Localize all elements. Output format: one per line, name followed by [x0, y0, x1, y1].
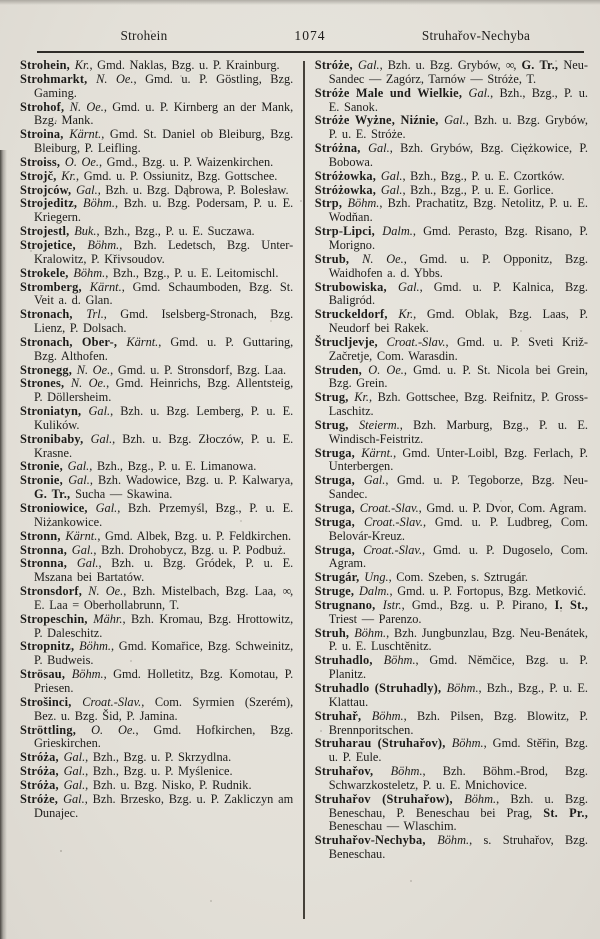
entry-text: Stróże Wyżne, Niźnie, [314, 113, 445, 128]
entry-text: Struharau (Struhařov), [314, 736, 452, 751]
entry-text: Stropnitz, [20, 639, 80, 654]
gazetteer-entry [315, 710, 588, 738]
entry-text: , Gmd. u. P. Ludbreg, Com. Belovár-Kreuz. [328, 514, 588, 543]
entry-text: N. Oe. [70, 376, 107, 391]
entry-text: Kärnt. [65, 528, 98, 543]
column-divider [303, 61, 305, 919]
gazetteer-entry [315, 391, 588, 419]
entry-text: Strošinci, [20, 694, 83, 709]
entry-text: Struden, [314, 362, 369, 377]
entry-text: Gal. [468, 85, 491, 100]
entry-text: Stróżowka, [314, 168, 381, 183]
entry-text: Kärnt. [126, 334, 159, 349]
gazetteer-entry [20, 101, 293, 129]
entry-text: , E. Laa = Oberhollabrunn, T. [34, 584, 294, 612]
text-columns [20, 59, 588, 933]
gazetteer-entry [20, 377, 293, 405]
entry-text: Ströttling, [20, 722, 92, 737]
entry-text: Strojeditz, [20, 196, 84, 211]
entry-text: Struhař, [314, 708, 372, 723]
entry-text: O. Oe. [91, 722, 136, 737]
entry-text: Gal. [358, 59, 380, 72]
entry-text: , Gmd. u. P. St. Nicola bei Grein, Bzg. Grein. [328, 362, 588, 391]
entry-text: Gal. [380, 168, 403, 183]
entry-text: Strp-Lipci, [314, 224, 383, 239]
gazetteer-entry [20, 433, 293, 461]
entry-text: Stronach, Ober-, [20, 334, 127, 349]
entry-text: Kärnt. [69, 127, 102, 142]
gazetteer-entry [315, 571, 588, 585]
gazetteer-entry [20, 502, 293, 530]
entry-text: , Bzh. Marburg, Bzg., P. u. E. Windisch-Feistritz. [328, 417, 588, 446]
entry-text: Böhm. [79, 639, 112, 654]
gazetteer-entry [20, 336, 293, 364]
entry-text: Gal. [76, 556, 99, 571]
entry-text: Strohof, [20, 99, 70, 114]
entry-text: Stroniowice, [20, 501, 96, 515]
gazetteer-entry [315, 502, 588, 516]
entry-text: , Bzh., Bzg., P. u. E. Sanok. [328, 85, 588, 114]
left-column [20, 59, 297, 933]
entry-text: Stróża, [20, 777, 64, 792]
gazetteer-entry [315, 197, 588, 225]
entry-text: Struga, [314, 501, 360, 515]
entry-text: Stronn, [20, 528, 66, 543]
gazetteer-entry [315, 142, 588, 170]
entry-text: Stronna, [20, 542, 72, 557]
entry-text: Strojetice, [20, 237, 88, 252]
gazetteer-entry [20, 364, 293, 378]
entry-text: Beneschau — Wlaschim. [328, 819, 457, 834]
entry-text: , Bzh., Bzg. u. P. Skrzydlna. [85, 750, 232, 765]
entry-text: Struhadlo, [314, 653, 384, 668]
running-head-right: Struhařov-Nechyba [421, 28, 531, 43]
gazetteer-entry [315, 308, 588, 336]
entry-text: Böhm. [83, 196, 115, 211]
entry-text: Gal. [68, 473, 90, 488]
entry-text: , Bzh. Mistelbach, Bzg. Laa, [123, 584, 283, 599]
entry-text: , Gmd. u. P. Stronsdorf, Bzg. Laa. [110, 362, 287, 377]
entry-text: , Bzh. u. Bzg. Złoczów, P. u. E. Krasne. [34, 431, 294, 460]
entry-text: , Gmd. Němčice, Bzg. u. P. Planitz. [328, 653, 588, 682]
entry-text: Strojč, [20, 168, 62, 183]
entry-text: Buk. [74, 224, 97, 239]
entry-text: , Gmd. u. P. Sveti Križ-Začretje, Com. Warasdin. [328, 334, 588, 363]
entry-text: Gal. [63, 777, 86, 792]
entry-text: Stroniatyn, [20, 404, 89, 419]
gazetteer-entry [315, 364, 588, 392]
gazetteer-entry [20, 267, 293, 281]
entry-text: , Gmd. Hofkirchen, Bzg. Grieskirchen. [34, 722, 294, 751]
entry-text: , Gmd. u. P. Kalnica, Bzg. Baligród. [328, 279, 588, 308]
entry-text: Stromberg, [20, 279, 90, 294]
entry-text: Stróże, [314, 59, 359, 72]
entry-text: Struga, [314, 445, 362, 460]
entry-text: Strugár, [314, 570, 365, 585]
entry-text: Gal. [63, 764, 86, 779]
gazetteer-entry [315, 544, 588, 572]
running-head-left: Strohein [120, 28, 168, 43]
gazetteer-entry [20, 779, 293, 793]
gazetteer-entry [20, 460, 293, 474]
entry-text: , s. Struhařov, Bzg. Beneschau. [328, 833, 588, 862]
entry-text: Strones, [20, 376, 71, 391]
gazetteer-entry [20, 613, 293, 641]
entry-text: , Gmd. Naklas, Bzg. u. P. Krainburg. [89, 59, 280, 72]
entry-text: Struga, [314, 514, 364, 529]
entry-text: , Com. Szeben, s. Sztrugár. [388, 570, 528, 585]
entry-text: , Bzh. u. Bzg. Dąbrowa, P. Bolesław. [97, 182, 289, 197]
gazetteer-entry [315, 585, 588, 599]
entry-text: N. Oe. [69, 99, 104, 114]
entry-text: Stronie, [20, 473, 69, 488]
entry-text: , Bzh. Grybów, Bzg. Ciężkowice, P. Bobowa. [328, 141, 588, 169]
entry-text: Stróża, [20, 764, 64, 779]
entry-text: Stróże Male und Wielkie, [314, 85, 469, 100]
entry-text: Istr. [382, 597, 402, 612]
entry-text: Stroiss, [20, 154, 65, 169]
entry-text: Stroina, [20, 127, 70, 142]
entry-text: Böhm. [354, 625, 387, 640]
entry-text: , Bzh. u. Bzg. Lemberg, P. u. E. Kulików. [34, 404, 294, 432]
gazetteer-entry [20, 640, 293, 668]
gazetteer-entry [20, 696, 293, 724]
entry-text: G. Tr., [34, 487, 76, 502]
entry-text: , Bzh., Bzg., P. u. E. Gorlice. [402, 182, 554, 197]
entry-text: , Bzh. u. Bzg. Grybów, [379, 59, 506, 72]
entry-text: , Gmd. Holletitz, Bzg. Komotau, P. Priesen. [34, 667, 294, 695]
gazetteer-entry [315, 281, 588, 309]
entry-text: Böhm. [437, 833, 470, 848]
gazetteer-entry [20, 585, 293, 613]
book-spine-shadow [0, 150, 7, 939]
gazetteer-entry [315, 225, 588, 253]
entry-text: Strohmarkt, [20, 71, 97, 86]
entry-text: , Gmd. u. P. Opponitz, Bzg. Waidhofen a. d. Ybbs. [328, 251, 588, 280]
entry-text: , Bzh. Wadowice, Bzg. u. P. Kalwarya, [89, 473, 294, 488]
entry-text: Strösau, [20, 667, 72, 682]
entry-text: Böhm. [73, 265, 106, 280]
gazetteer-entry [315, 516, 588, 544]
entry-text: Böhm. [87, 237, 120, 252]
entry-text: Gal. [380, 182, 403, 197]
entry-text: , Gmd. Oblak, Bzg. Laas, P. Neudorf bei Rakek. [328, 307, 588, 336]
gazetteer-entry [20, 751, 293, 765]
entry-text: Štrucljevje, [314, 334, 387, 349]
entry-text: Böhm. [383, 653, 416, 668]
entry-text: Böhm. [71, 667, 104, 682]
entry-text: Struge, [314, 584, 359, 599]
entry-text: Gal. [95, 501, 118, 515]
entry-text: , Bzh. u. Bzg. Grybów, P. u. E. Stróże. [328, 113, 588, 142]
entry-text: Strubowiska, [314, 279, 399, 294]
entry-text: Böhm. [371, 708, 404, 723]
entry-text: , Gmd., Bzg. u. P. Waizenkirchen. [99, 154, 274, 169]
gazetteer-entry [315, 170, 588, 184]
entry-text: Stronegg, [20, 362, 77, 377]
entry-text: Strokele, [20, 265, 74, 280]
entry-text: Gal. [76, 182, 98, 197]
gazetteer-entry [20, 765, 293, 779]
gazetteer-entry [20, 59, 293, 73]
entry-text: , Gmd. u. P. Kirnberg an der Mank, Bzg. Mank. [34, 99, 294, 128]
gazetteer-entry [20, 724, 293, 752]
entry-text: Strub, [314, 251, 363, 266]
entry-text: , Gmd. u. P. Tegoborze, Bzg. Neu-Sandec. [328, 473, 588, 502]
gazetteer-entry [315, 447, 588, 475]
gazetteer-entry [20, 128, 293, 156]
entry-text: Stróże, [20, 791, 64, 806]
gazetteer-entry [20, 170, 293, 184]
entry-text: Gal. [67, 459, 90, 474]
entry-text: , Bzh. u. Bzg. Podersam, P. u. E. Kriegern. [34, 196, 294, 225]
gazetteer-entry [20, 73, 293, 101]
entry-text: Kr. [398, 307, 414, 322]
gazetteer-entry [315, 834, 588, 862]
entry-text: Strojców, [20, 182, 77, 197]
entry-text: , Bzh. Jungbunzlau, Bzg. Neu-Benátek, P. u. E. Luschtěnitz. [328, 625, 588, 654]
entry-text: Stronsdorf, [20, 584, 89, 599]
gazetteer-entry [315, 59, 588, 87]
running-header [38, 28, 582, 44]
entry-text: Böhm. [347, 196, 380, 211]
entry-text: Strug, [314, 390, 355, 405]
entry-text: Kärnt. [361, 445, 394, 460]
entry-text: Kr. [354, 390, 370, 405]
entry-text: Strp, [314, 196, 348, 211]
entry-text: Gal. [88, 404, 111, 419]
entry-text: , Bzh. u. Bzg. Nisko, P. Rudnik. [85, 777, 252, 792]
entry-text: Croat.-Slav. [82, 694, 142, 709]
gazetteer-entry [315, 737, 588, 765]
entry-text: Stróża, [20, 750, 64, 765]
entry-text: Böhm. [451, 736, 484, 751]
entry-text: O. Oe. [368, 362, 404, 377]
gazetteer-entry [315, 419, 588, 447]
entry-text: Gal. [363, 473, 386, 488]
entry-text: , [513, 59, 522, 72]
entry-text: , Gmd. Perasto, Bzg. Risano, P. Morigno. [328, 224, 588, 252]
entry-text: N. Oe. [362, 251, 404, 266]
entry-text: , Bzh. Brzesko, Bzg. u. P. Zakliczyn am Dunajec. [34, 791, 294, 820]
entry-text: Kärnt. [89, 279, 122, 294]
post-horn-icon: ∞ [505, 59, 514, 72]
gazetteer-entry [20, 184, 293, 198]
entry-text: Böhm. [446, 680, 479, 695]
entry-text: Trl. [86, 307, 104, 322]
paper-specks [0, 0, 2, 2]
entry-text: G. Tr., [521, 59, 564, 72]
entry-text: , Bzh. u. Bzg. Gródek, P. u. E. Mszana bei Bartatów. [34, 556, 294, 585]
entry-text: Gal. [444, 113, 466, 128]
scan-top-edge-shadow [0, 0, 600, 5]
entry-text: Mähr. [93, 611, 123, 626]
entry-text: , Gmd. u. P. Ossiunitz, Bzg. Gottschee. [76, 168, 278, 183]
entry-text: , Gmd. u. P. Dvor, Com. Agram. [418, 501, 587, 515]
entry-text: Struckeldorf, [314, 307, 399, 322]
entry-text: , Bzh. Drohobycz, Bzg. u. P. Podbuż. [93, 542, 286, 557]
header-rule [37, 51, 584, 53]
gazetteer-entry [315, 793, 588, 835]
gazetteer-entry [315, 87, 588, 115]
entry-text: Struhařov (Struhařow), [314, 791, 465, 806]
entry-text: , Gmd. u. P. Fortopus, Bzg. Metković. [389, 584, 587, 599]
entry-text: , Bzh. Prachatitz, Bzg. Netolitz, P. u. E. Wodňan. [328, 196, 588, 225]
entry-text: , Bzh. Przemyśl, Bzg., P. u. E. Niżankowice. [34, 501, 294, 529]
entry-text: Struh, [314, 625, 355, 640]
entry-text: , Gmd. Iselsberg-Stronach, Bzg. Lienz, P. Dolsach. [34, 307, 294, 336]
entry-text: , Gmd. Unter-Loibl, Bzg. Ferlach, P. Unterbergen. [328, 445, 588, 474]
gazetteer-entry [315, 253, 588, 281]
entry-text: Stronie, [20, 459, 68, 474]
entry-text: , Gmd. Albek, Bzg. u. P. Feldkirchen. [97, 528, 292, 543]
entry-text: St. Pr., [543, 805, 588, 820]
entry-text: I. St., [554, 597, 588, 612]
entry-text: Stróżowka, [314, 182, 381, 197]
gazetteer-entry [20, 668, 293, 696]
gazetteer-entry [20, 308, 293, 336]
entry-text: Böhm. [390, 764, 423, 779]
gazetteer-entry [315, 682, 588, 710]
entry-text: Croat.-Slav. [386, 334, 446, 349]
entry-text: , Gmd. Stěřin, Bzg. u. P. Eule. [328, 736, 588, 765]
gazetteer-entry [315, 474, 588, 502]
entry-text: Gal. [368, 141, 390, 156]
entry-text: Triest — Parenzo. [328, 611, 422, 626]
entry-text: , Gmd., Bzg. u. P. Pirano, [401, 597, 555, 612]
entry-text: Struhařov, [314, 764, 391, 779]
entry-text: Stronibaby, [20, 431, 91, 446]
gazetteer-entry [20, 530, 293, 544]
entry-text: Stróżna, [314, 141, 369, 156]
entry-text: Gal. [90, 431, 113, 446]
entry-text: Croat.-Slav. [363, 542, 423, 557]
entry-text: Croat.-Slav. [363, 514, 423, 529]
entry-text: Gal. [63, 791, 85, 806]
entry-text: Strug, [314, 417, 359, 432]
entry-text: Struga, [314, 473, 364, 488]
gazetteer-entry [315, 336, 588, 364]
gazetteer-entry [20, 281, 293, 309]
gazetteer-entry [315, 599, 588, 627]
entry-text: Struga, [314, 542, 364, 557]
entry-text: , Gmd. Schaumboden, Bzg. St. Veit a. d. Glan. [34, 279, 294, 308]
entry-text: Strojestl, [20, 224, 75, 239]
gazetteer-entry [20, 239, 293, 267]
entry-text: , Gmd. St. Daniel ob Bleiburg, Bzg. Bleiburg, P. Leifling. [34, 127, 294, 156]
entry-text: N. Oe. [76, 362, 111, 377]
entry-text: Gal. [71, 542, 94, 557]
entry-text: , Bzh. Gottschee, Bzg. Reifnitz, P. Gross-Laschitz. [328, 390, 588, 419]
entry-text: , Gmd. u. P. Göstling, Bzg. Gaming. [34, 71, 294, 100]
entry-text: Böhm. [464, 791, 497, 806]
gazetteer-entry [20, 197, 293, 225]
entry-text: Struhadlo (Struhadly), [314, 680, 447, 695]
gazetteer-entry [315, 627, 588, 655]
entry-text: , Bzh. Ledetsch, Bzg. Unter-Kralowitz, P. Křivsoudov. [34, 237, 294, 266]
right-column [311, 59, 588, 933]
gazetteer-entry [20, 156, 293, 170]
gazetteer-entry [20, 474, 293, 502]
entry-text: N. Oe. [96, 71, 134, 86]
entry-text: , Gmd. u. P. Dugoselo, Com. Agram. [328, 542, 588, 571]
entry-text: Sucha — Skawina. [75, 487, 173, 502]
entry-text: Strohein, [20, 59, 75, 72]
gazetteer-entry [315, 184, 588, 198]
gazetteer-entry [20, 225, 293, 239]
entry-text: Dalm. [382, 224, 413, 239]
entry-text: Gal. [398, 279, 420, 294]
entry-text: , Gmd. u. P. Guttaring, Bzg. Althofen. [34, 334, 294, 363]
gazetteer-entry [315, 114, 588, 142]
gazetteer-entry [20, 557, 293, 585]
entry-text: , Bzh., Bzg., P. u. E. Czortków. [402, 168, 565, 183]
entry-text: Ung. [364, 570, 389, 585]
entry-text: Neu-Sandec — Zagórz, Tarnów — Stróże, T. [328, 59, 588, 86]
entry-text: , Bzh., Bzg., P. u. E. Klattau. [328, 680, 588, 709]
gazetteer-entry [315, 654, 588, 682]
entry-text: Gal. [63, 750, 86, 765]
entry-text: , Bzh. Pilsen, Bzg. Blowitz, P. Brennporitschen. [328, 708, 588, 737]
entry-text: Stronach, [20, 307, 87, 322]
entry-text: , Bzh., Bzg., P. u. E. Leitomischl. [105, 265, 279, 280]
entry-text: , Gmd. Heinrichs, Bzg. Allentsteig, P. Döllersheim. [34, 376, 294, 405]
entry-text: Kr. [61, 168, 77, 183]
page-number: 1074 [294, 28, 326, 43]
entry-text: Steierm. [359, 417, 400, 432]
entry-text: , Bzh., Bzg. u. P. Myślenice. [85, 764, 233, 779]
entry-text: O. Oe. [64, 154, 99, 169]
gazetteer-entry [20, 405, 293, 433]
entry-text: Stropeschin, [20, 611, 94, 626]
gazetteer-entry [315, 765, 588, 793]
entry-text: , Bzh., Bzg., P. u. E. Suczawa. [96, 224, 255, 239]
entry-text: , Bzh. Böhm.-Brod, Bzg. Schwarzkosteletz, P. u. E. Mnichovice. [328, 764, 588, 792]
entry-text: Kr. [74, 59, 90, 72]
entry-text: Dalm. [359, 584, 390, 599]
gazetteer-entry [20, 544, 293, 558]
entry-text: , Gmd. Komařice, Bzg. Schweinitz, P. Budweis. [34, 639, 294, 668]
entry-text: Strugnano, [314, 597, 383, 612]
entry-text: Stronna, [20, 556, 77, 571]
gazetteer-entry [20, 793, 293, 821]
entry-text: N. Oe. [88, 584, 124, 599]
entry-text: , Bzh., Bzg., P. u. E. Limanowa. [89, 459, 257, 474]
entry-text: Croat.-Slav. [359, 501, 419, 515]
entry-text: , Bzh. Kromau, Bzg. Hrottowitz, P. Daleschitz. [34, 611, 294, 640]
entry-text: , Com. Syrmien (Szerém), Bez. u. Bzg. Šid, P. Jamina. [34, 694, 294, 723]
entry-text: , Bzh. u. Bzg. Beneschau, P. Beneschau bei Prag, [328, 791, 588, 820]
post-horn-icon: ∞ [282, 584, 291, 599]
entry-text: Struhařov-Nechyba, [314, 833, 438, 848]
